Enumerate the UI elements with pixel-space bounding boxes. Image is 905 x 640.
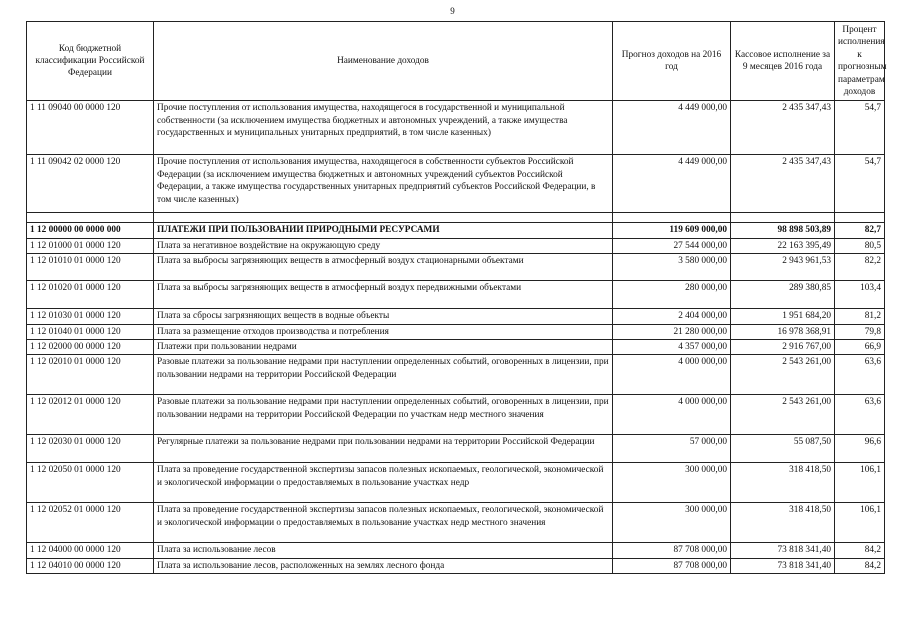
- row-percent: 106,1: [835, 463, 885, 503]
- row-percent: 63,6: [835, 395, 885, 435]
- row-name: Плата за размещение отходов производства и потребления: [154, 324, 613, 339]
- row-cash: 2 435 347,43: [731, 101, 835, 155]
- row-percent: 81,2: [835, 309, 885, 324]
- row-name: Плата за негативное воздействие на окружающую среду: [154, 238, 613, 253]
- row-code: 1 12 00000 00 0000 000: [27, 223, 154, 238]
- row-cash: 2 943 961,53: [731, 254, 835, 281]
- row-code: 1 11 09040 00 0000 120: [27, 101, 154, 155]
- row-cash: 2 435 347,43: [731, 155, 835, 213]
- row-name: Плата за использование лесов: [154, 543, 613, 558]
- budget-income-table: [26, 21, 885, 574]
- row-forecast: 300 000,00: [613, 503, 731, 543]
- header-forecast: Прогноз доходов на 2016 год: [613, 22, 731, 101]
- row-forecast: 300 000,00: [613, 463, 731, 503]
- table-row: [27, 281, 885, 309]
- row-cash: 1 951 684,20: [731, 309, 835, 324]
- row-forecast: 4 357 000,00: [613, 340, 731, 355]
- table-row: [27, 435, 885, 463]
- row-cash: 318 418,50: [731, 503, 835, 543]
- row-cash: 289 380,85: [731, 281, 835, 309]
- row-name: Разовые платежи за пользование недрами при наступлении определенных событий, оговоренных в лицензии, при пользовании недрами на территории Российской Федерации: [154, 355, 613, 395]
- row-cash: 318 418,50: [731, 463, 835, 503]
- row-cash: 2 543 261,00: [731, 355, 835, 395]
- table-row: [27, 543, 885, 558]
- table-row: [27, 503, 885, 543]
- row-forecast: 4 000 000,00: [613, 355, 731, 395]
- row-name: Плата за проведение государственной экспертизы запасов полезных ископаемых, геологической, экономической и экологической информации о предоставляемых в пользование участках недр местного значения: [154, 503, 613, 543]
- row-forecast: 4 000 000,00: [613, 395, 731, 435]
- row-code: 1 12 02052 01 0000 120: [27, 503, 154, 543]
- row-name: Разовые платежи за пользование недрами при наступлении определенных событий, оговоренных в лицензии, при пользовании недрами на территории Российской Федерации по участкам недр местного значения: [154, 395, 613, 435]
- row-forecast: 4 449 000,00: [613, 101, 731, 155]
- row-code: 1 12 02012 01 0000 120: [27, 395, 154, 435]
- row-name: ПЛАТЕЖИ ПРИ ПОЛЬЗОВАНИИ ПРИРОДНЫМИ РЕСУРСАМИ: [154, 223, 613, 238]
- row-code: 1 12 02010 01 0000 120: [27, 355, 154, 395]
- row-cash: 98 898 503,89: [731, 223, 835, 238]
- row-cash: 73 818 341,40: [731, 543, 835, 558]
- table-row: [27, 254, 885, 281]
- table-row: [27, 340, 885, 355]
- table-row: [27, 238, 885, 253]
- row-forecast: 87 708 000,00: [613, 558, 731, 573]
- row-code: 1 12 04010 00 0000 120: [27, 558, 154, 573]
- page-number: 9: [450, 6, 455, 16]
- row-code: 1 12 02030 01 0000 120: [27, 435, 154, 463]
- row-percent: 84,2: [835, 558, 885, 573]
- table-row: [27, 155, 885, 213]
- row-forecast: 2 404 000,00: [613, 309, 731, 324]
- row-percent: 82,2: [835, 254, 885, 281]
- row-cash: 2 916 767,00: [731, 340, 835, 355]
- row-forecast: 87 708 000,00: [613, 543, 731, 558]
- row-cash: 2 543 261,00: [731, 395, 835, 435]
- row-code: 1 12 01010 01 0000 120: [27, 254, 154, 281]
- row-cash: 55 087,50: [731, 435, 835, 463]
- row-percent: 80,5: [835, 238, 885, 253]
- header-name: Наименование доходов: [154, 22, 613, 101]
- row-percent: 103,4: [835, 281, 885, 309]
- row-forecast: 280 000,00: [613, 281, 731, 309]
- row-percent: 96,6: [835, 435, 885, 463]
- row-forecast: 57 000,00: [613, 435, 731, 463]
- row-percent: 54,7: [835, 101, 885, 155]
- row-percent: 106,1: [835, 503, 885, 543]
- row-name: Платежи при пользовании недрами: [154, 340, 613, 355]
- row-name: Плата за выбросы загрязняющих веществ в атмосферный воздух стационарными объектами: [154, 254, 613, 281]
- row-forecast: 119 609 000,00: [613, 223, 731, 238]
- row-code: 1 12 01000 01 0000 120: [27, 238, 154, 253]
- row-percent: 84,2: [835, 543, 885, 558]
- row-name: Плата за использование лесов, расположенных на землях лесного фонда: [154, 558, 613, 573]
- table-row: [27, 395, 885, 435]
- header-percent: Процент исполнения к прогнозным параметрам доходов: [835, 22, 885, 101]
- row-percent: 66,9: [835, 340, 885, 355]
- row-percent: 54,7: [835, 155, 885, 213]
- row-code: 1 12 04000 00 0000 120: [27, 543, 154, 558]
- row-name: Плата за выбросы загрязняющих веществ в атмосферный воздух передвижными объектами: [154, 281, 613, 309]
- row-name: Плата за проведение государственной экспертизы запасов полезных ископаемых, геологической, экономической и экологической информации о предоставляемых в пользование участках недр: [154, 463, 613, 503]
- row-percent: 63,6: [835, 355, 885, 395]
- row-code: 1 12 02050 01 0000 120: [27, 463, 154, 503]
- row-forecast: 21 280 000,00: [613, 324, 731, 339]
- row-forecast: 4 449 000,00: [613, 155, 731, 213]
- header-cash: Кассовое исполнение за 9 месяцев 2016 года: [731, 22, 835, 101]
- row-code: 1 12 01020 01 0000 120: [27, 281, 154, 309]
- row-name: Регулярные платежи за пользование недрами при пользовании недрами на территории Российской Федерации: [154, 435, 613, 463]
- table-row: [27, 324, 885, 339]
- table-row: [27, 355, 885, 395]
- spacer-row: [27, 213, 885, 223]
- row-code: 1 12 01040 01 0000 120: [27, 324, 154, 339]
- row-name: Плата за сбросы загрязняющих веществ в водные объекты: [154, 309, 613, 324]
- row-cash: 22 163 395,49: [731, 238, 835, 253]
- row-code: 1 12 01030 01 0000 120: [27, 309, 154, 324]
- row-forecast: 27 544 000,00: [613, 238, 731, 253]
- row-forecast: 3 580 000,00: [613, 254, 731, 281]
- row-code: 1 12 02000 00 0000 120: [27, 340, 154, 355]
- table-row: [27, 101, 885, 155]
- table-row: [27, 558, 885, 573]
- header-code: Код бюджетной классификации Российской Федерации: [27, 22, 154, 101]
- row-percent: 82,7: [835, 223, 885, 238]
- table-row: [27, 223, 885, 238]
- row-code: 1 11 09042 02 0000 120: [27, 155, 154, 213]
- row-cash: 73 818 341,40: [731, 558, 835, 573]
- table-row: [27, 463, 885, 503]
- row-cash: 16 978 368,91: [731, 324, 835, 339]
- row-percent: 79,8: [835, 324, 885, 339]
- table-row: [27, 309, 885, 324]
- row-name: Прочие поступления от использования имущества, находящегося в государственной и муниципальной собственности (за исключением имущества бюджетных и автономных учреждений, а также имущества государственных и муниципальных унитарных предприятий, в том числе казенных): [154, 101, 613, 155]
- row-name: Прочие поступления от использования имущества, находящегося в собственности субъектов Российской Федерации (за исключением имущества бюджетных и автономных учреждений субъектов Российской Федерации, а также имущества государственных унитарных предприятий субъектов Российской Федерации, в том числе казенных): [154, 155, 613, 213]
